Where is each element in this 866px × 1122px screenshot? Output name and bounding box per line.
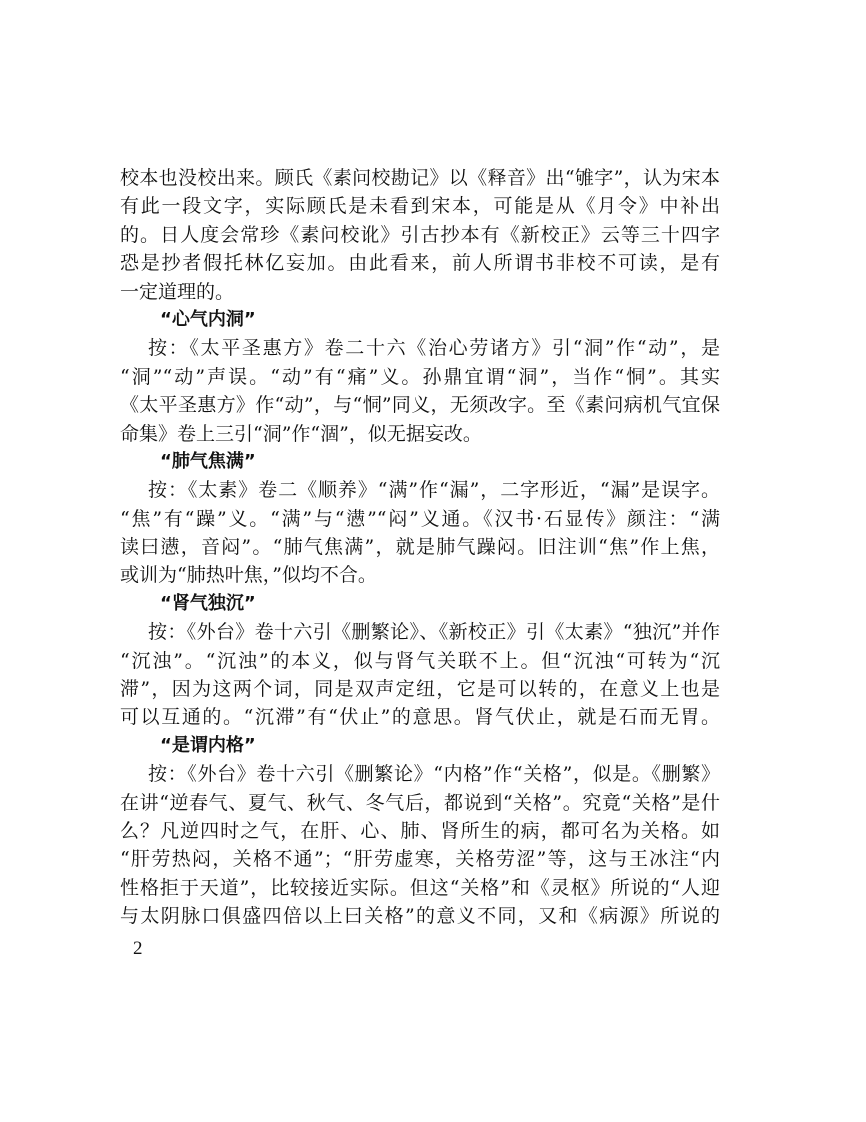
text-line: 性格拒于天道”，比较接近实际。但这“关格”和《灵枢》所说的“人迎 xyxy=(120,876,720,899)
text-line: 校本也没校出来。顾氏《素问校勘记》以《释音》出“雊字”，认为宋本 xyxy=(120,167,720,189)
text-line: 或训为“肺热叶焦，”似均不合。 xyxy=(120,564,377,587)
text-line: 按：《外台》卷十六引《删繁论》、《新校正》引《太素》“独沉”并作 xyxy=(148,621,720,644)
text-line: 按：《太素》卷二《顺养》“满”作“漏”，二字形近，“漏”是误字。 xyxy=(148,479,720,502)
text-line: 按：《太平圣惠方》卷二十六《治心劳诸方》引“洞”作“动”，是 xyxy=(148,337,720,360)
text-line: “沉浊”。“沉浊”的本义，似与肾气关联不上。但“沉浊“可转为“沉 xyxy=(120,649,720,672)
text-line: 有此一段文字，实际顾氏是未看到宋本，可能是从《月令》中补出 xyxy=(120,195,720,218)
text-line: 么？凡逆四时之气，在肝、心、肺、肾所生的病，都可名为关格。如 xyxy=(120,819,720,842)
text-line: 与太阴脉口俱盛四倍以上曰关格”的意义不同，又和《病源》所说的 xyxy=(120,905,720,928)
page-body-text xyxy=(120,164,720,931)
text-line: 读曰懑，音闷”。“肺气焦满”，就是肺气躁闷。旧注训“焦”作上焦， xyxy=(120,536,720,559)
text-line: 一定道理的。 xyxy=(120,280,235,303)
text-line: “焦”有“躁”义。“满”与“懑”“闷”义通。《汉书·石显传》颜注：“满 xyxy=(120,507,720,530)
text-line: 的。日人度会常珍《素问校讹》引古抄本有《新校正》云等三十四字 xyxy=(120,223,720,246)
text-line: 命集》卷上三引“洞”作“涸”，似无据妄改。 xyxy=(120,422,482,445)
section-heading: “心气内洞” xyxy=(160,308,256,330)
section-heading: “肾气独沉” xyxy=(160,592,256,614)
text-line: 《太平圣惠方》作“动”，与“恫”同义，无须改字。至《素问病机气宜保 xyxy=(120,394,720,417)
section-heading: “是谓内格” xyxy=(160,734,256,756)
page-number: 2 xyxy=(133,938,143,959)
text-line: 滞”，因为这两个词，同是双声定纽，它是可以转的，在意义上也是 xyxy=(120,678,720,701)
text-line: 在讲“逆春气、夏气、秋气、冬气后，都说到“关格”。究竟“关格”是什 xyxy=(120,791,720,814)
text-line: 可以互通的。“沉滞”有“伏止”的意思。肾气伏止，就是石而无胃。 xyxy=(120,706,720,729)
text-line: 按：《外台》卷十六引《删繁论》“内格”作“关格”，似是。《删繁》 xyxy=(148,763,720,786)
text-line: “洞”“动”声误。“动”有“痛”义。孙鼎宜谓“洞”，当作“恫”。其实 xyxy=(120,365,720,388)
section-heading: “肺气焦满” xyxy=(160,450,256,472)
text-line: “肝劳热闷，关格不通”；“肝劳虚寒，关格劳涩”等，这与王冰注“内 xyxy=(120,848,720,871)
text-line: 恐是抄者假托林亿妄加。由此看来，前人所谓书非校不可读，是有 xyxy=(120,252,720,275)
